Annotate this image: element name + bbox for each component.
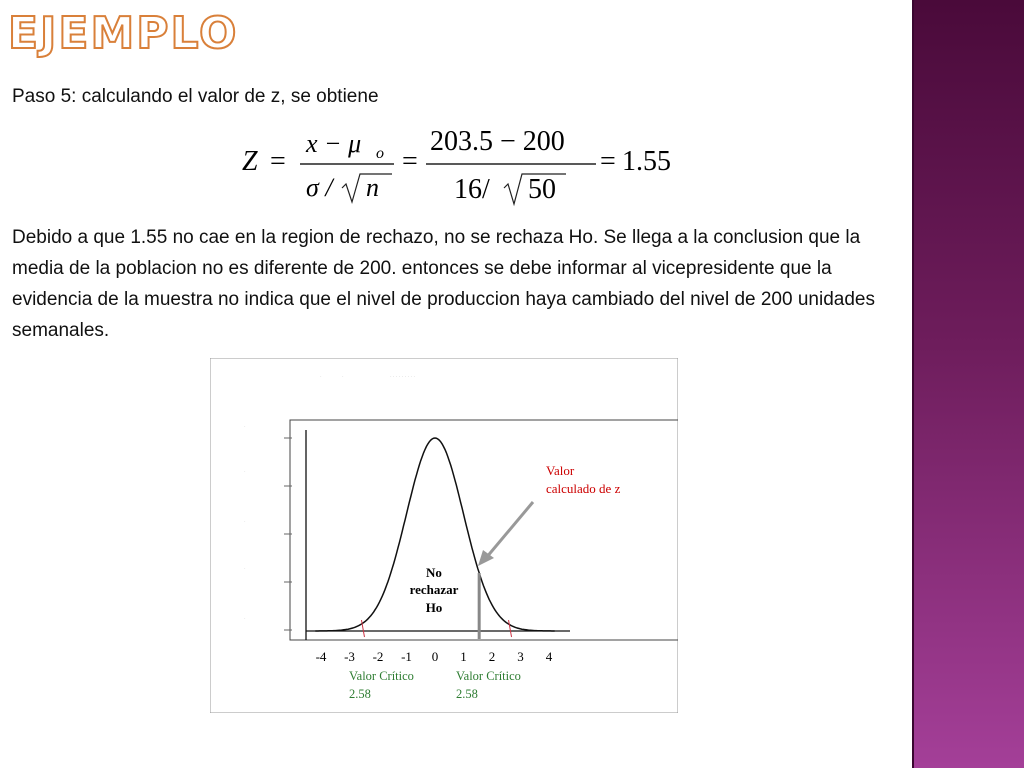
formula-den-symbolic: σ / bbox=[306, 173, 333, 202]
x-tick-label: -1 bbox=[401, 649, 412, 664]
svg-text:·: · bbox=[244, 470, 246, 475]
x-tick-label: 2 bbox=[488, 649, 496, 664]
svg-text:·: · bbox=[244, 425, 246, 430]
slide-title: EJEMPLO bbox=[8, 8, 239, 59]
region-label-line1: No bbox=[426, 565, 442, 580]
critical-left-label-line2: 2.58 bbox=[349, 687, 371, 701]
region-label-line2: rechazar bbox=[409, 582, 459, 597]
svg-text:·: · bbox=[244, 567, 246, 572]
x-tick-label: -2 bbox=[372, 649, 384, 664]
svg-text:·: · bbox=[244, 520, 246, 525]
conclusion-paragraph: Debido a que 1.55 no cae en la region de rechazo, no se rechaza Ho. Se llega a la conclusion que la media de la poblacion no es diferente de 200. entonces se debe informar al vicepresidente que la evidencia de la muestra no indica que el nivel de produccion haya cambiado del nivel de 200 unidades semanales. bbox=[12, 227, 875, 341]
x-tick-label: 1 bbox=[460, 649, 467, 664]
computed-z-label-line1: Valor bbox=[546, 463, 575, 478]
formula-num-subscript: o bbox=[376, 145, 384, 162]
x-tick-label: -3 bbox=[344, 649, 355, 664]
x-tick-label: 3 bbox=[517, 649, 524, 664]
svg-text:· · · · · · · · ·: · · · · · · · · · bbox=[390, 375, 415, 380]
normal-distribution-chart bbox=[210, 358, 678, 713]
formula-result: 1.55 bbox=[622, 146, 671, 177]
svg-text:·: · bbox=[342, 375, 344, 380]
x-tick-label: 0 bbox=[431, 649, 439, 664]
formula-lhs: Z bbox=[242, 146, 258, 177]
region-label-line3: Ho bbox=[425, 600, 443, 615]
formula-eq-2: = bbox=[402, 146, 418, 177]
formula-den-root: n bbox=[366, 173, 379, 202]
computed-z-label-line2: calculado de z bbox=[546, 481, 621, 496]
x-tick-label: -4 bbox=[315, 649, 327, 664]
critical-right-label-line2: 2.58 bbox=[456, 687, 478, 701]
svg-text:·: · bbox=[244, 617, 246, 622]
decorative-sidebar bbox=[912, 0, 1024, 768]
x-tick-label: 4 bbox=[545, 649, 553, 664]
critical-left-label-line1: Valor Crítico bbox=[349, 669, 414, 683]
formula-den-values: 16/ bbox=[454, 174, 490, 205]
formula-eq-3: = bbox=[600, 146, 616, 177]
critical-right-label-line1: Valor Crítico bbox=[456, 669, 521, 683]
formula-num-symbolic: x − μ bbox=[306, 129, 362, 158]
formula-eq-1: = bbox=[270, 146, 286, 177]
formula-den-values-root: 50 bbox=[528, 174, 556, 205]
z-formula bbox=[236, 118, 706, 214]
svg-text:·: · bbox=[320, 375, 322, 380]
step-text: Paso 5: calculando el valor de z, se obtiene bbox=[12, 86, 379, 107]
formula-num-values: 203.5 − 200 bbox=[430, 126, 565, 157]
chart-frame bbox=[210, 358, 678, 713]
x-axis-tick-labels bbox=[316, 649, 553, 664]
